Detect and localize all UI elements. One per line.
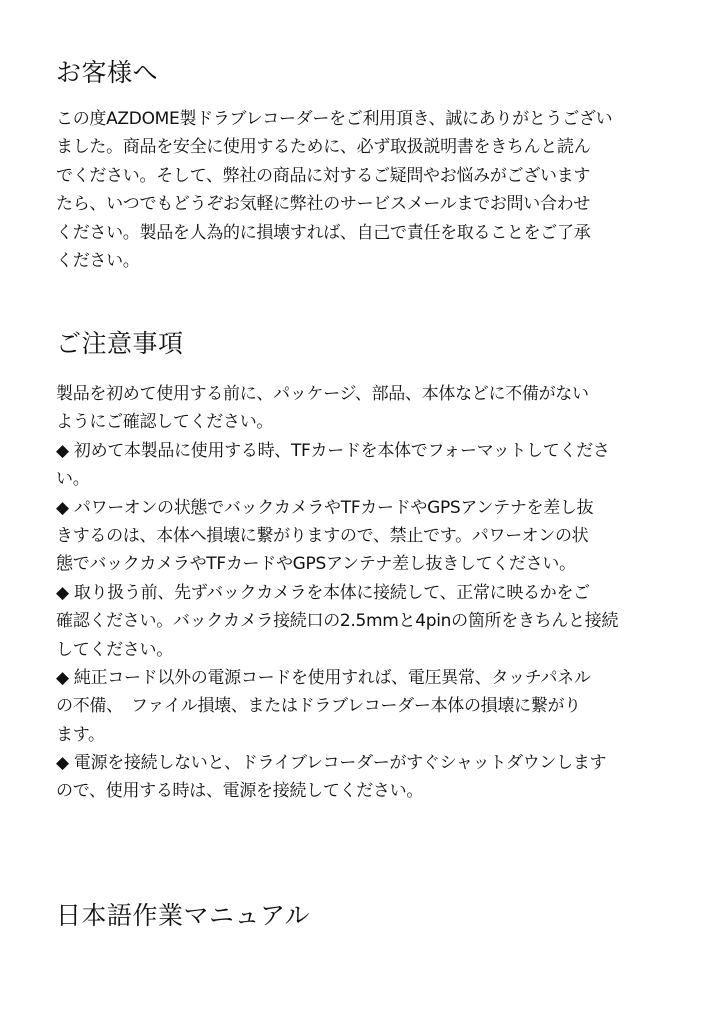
precaution-line: してください。 (56, 639, 173, 660)
greeting-line: でください。そして、弊社の商品に対するご疑問やお悩みがございます (56, 165, 591, 186)
precaution-line: 確認ください。バックカメラ接続口の2.5mmと4pinの箇所をきちんと接続 (56, 611, 619, 632)
precaution-line: い。 (56, 469, 90, 490)
manual-section-heading: 日本語作業マニュアル (56, 901, 311, 930)
precaution-line: ◆ 純正コード以外の電源コードを使用すれば、電圧異常、タッチパネル (56, 667, 591, 688)
greeting-line: ください。製品を人為的に損壊すれば、自己で責任を取ることをご了承 (56, 222, 591, 243)
greeting-line: ください。 (56, 250, 140, 271)
precaution-line: の不備、 ファイル損壊、またはドラブレコーダー本体の損壊に繋がり (56, 696, 581, 717)
precaution-line: ので、使用する時は、電源を接続してください。 (56, 781, 424, 802)
precautions-paragraph (56, 380, 654, 806)
precaution-line: ようにご確認してください。 (56, 412, 274, 433)
precaution-line: ◆ 初めて本製品に使用する時、TFカードを本体でフォーマットしてくださ (56, 440, 610, 461)
greeting-line: たら、いつでもどうぞお気軽に弊社のサービスメールまでお問い合わせ (56, 194, 591, 215)
precaution-line: ◆ 取り扱う前、先ずバックカメラを本体に接続して、正常に映るかをご (56, 582, 590, 603)
precaution-line: ◆ パワーオンの状態でバックカメラやTFカードやGPSアンテナを差し抜 (56, 497, 594, 518)
greeting-line: この度AZDOME製ドラブレコーダーをご利用頂き、誠にありがとうござい (56, 109, 613, 129)
greeting-paragraph (56, 105, 654, 275)
precaution-line: ます。 (56, 724, 105, 745)
greeting-line: ました。商品を安全に使用するために、必ず取扱説明書をきちんと読ん (56, 137, 591, 158)
precautions-heading: ご注意事項 (56, 329, 184, 358)
precaution-line: きするのは、本体へ損壊に繋がりますので、禁止です。パワーオンの状 (56, 525, 589, 546)
precaution-line: 製品を初めて使用する前に、パッケージ、部品、本体などに不備がない (56, 384, 589, 404)
precaution-line: ◆ 電源を接続しないと、ドライブレコーダーがすぐシャットダウンします (56, 753, 607, 774)
greeting-heading: お客様へ (56, 58, 159, 87)
precaution-line: 態でバックカメラやTFカードやGPSアンテナ差し抜きしてください。 (56, 554, 576, 575)
